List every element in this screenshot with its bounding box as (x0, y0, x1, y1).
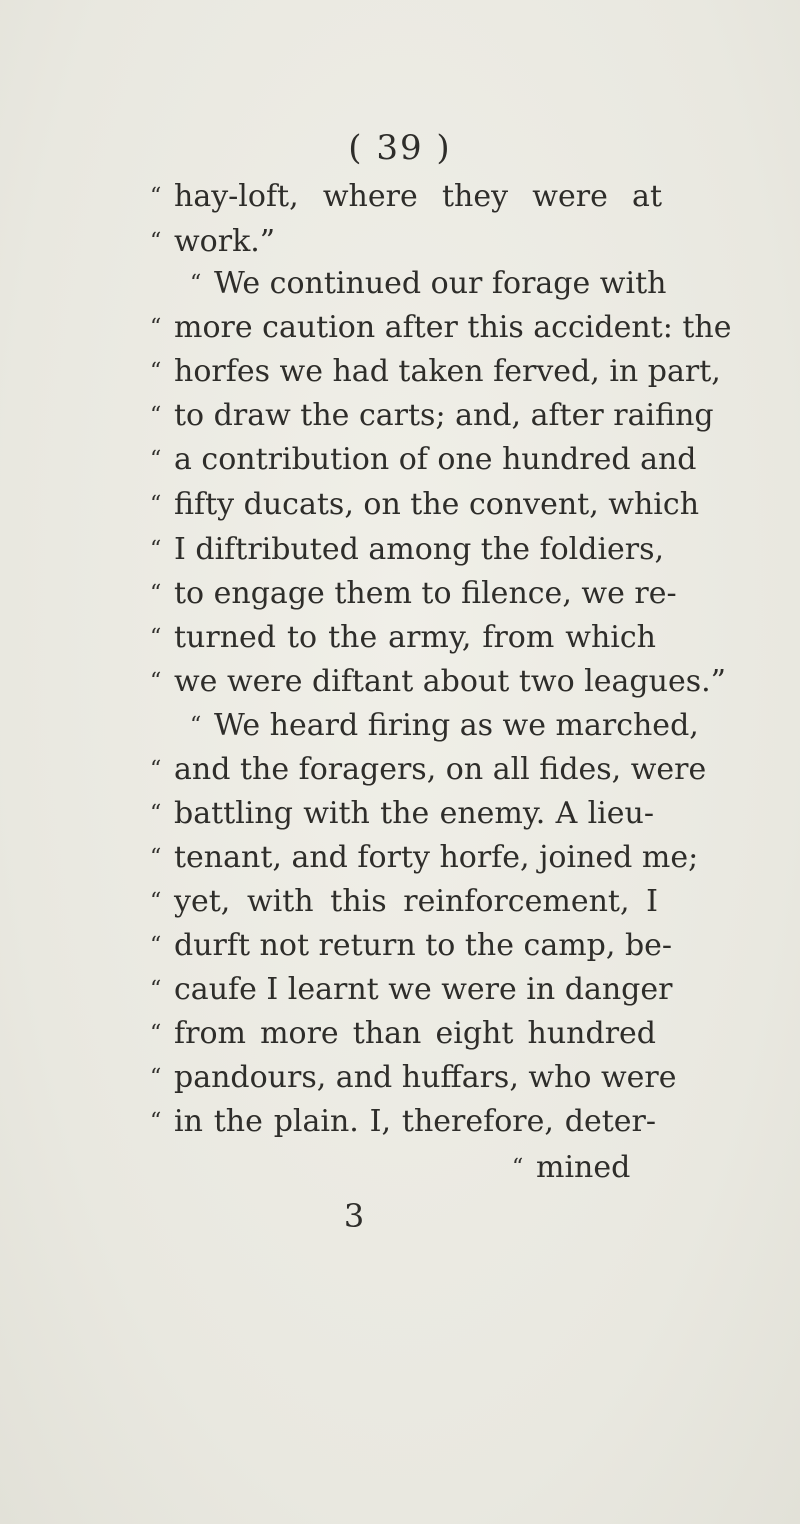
text-line (0, 352, 800, 392)
line-text: pandours, and huffars, who were (174, 1060, 677, 1095)
line-text: hay-loft, where they were at (174, 179, 662, 214)
line-quote-mark: “ (190, 271, 202, 296)
text-line (0, 396, 800, 436)
text-line (0, 485, 800, 525)
line-quote-mark: “ (150, 229, 162, 254)
catchword-quote-mark: “ (512, 1155, 524, 1180)
text-line (0, 838, 800, 878)
line-quote-mark: “ (150, 359, 162, 384)
line-text: We continued our forage with (214, 266, 667, 301)
line-text: fifty ducats, on the convent, which (174, 487, 700, 522)
line-quote-mark: “ (150, 447, 162, 472)
line-text: horfes we had taken ferved, in part, (174, 354, 721, 389)
catchword (0, 1148, 800, 1188)
line-text: work.” (174, 224, 276, 259)
line-quote-mark: “ (150, 492, 162, 517)
text-line (0, 308, 800, 348)
line-quote-mark: “ (150, 1021, 162, 1046)
line-quote-mark: “ (150, 845, 162, 870)
text-line (0, 1014, 800, 1054)
line-text: we were diftant about two leagues.” (174, 664, 726, 699)
line-quote-mark: “ (150, 403, 162, 428)
line-text: We heard firing as we marched, (214, 708, 699, 743)
text-line (0, 618, 800, 658)
line-quote-mark: “ (150, 933, 162, 958)
text-line (0, 264, 800, 304)
line-quote-mark: “ (190, 713, 202, 738)
line-quote-mark: “ (150, 537, 162, 562)
line-text: and the foragers, on all fides, were (174, 752, 707, 787)
line-text: tenant, and forty horfe, joined me; (174, 840, 699, 875)
line-text: I diftributed among the foldiers, (174, 532, 665, 567)
text-line (0, 970, 800, 1010)
text-line (0, 574, 800, 614)
line-text: more caution after this accident: the (174, 310, 732, 345)
line-quote-mark: “ (150, 1065, 162, 1090)
line-quote-mark: “ (150, 581, 162, 606)
page-number: ( 39 ) (348, 128, 452, 168)
line-text: turned to the army, from which (174, 620, 656, 655)
signature-mark: 3 (343, 1197, 365, 1235)
text-line (0, 1102, 800, 1142)
text-line (0, 1058, 800, 1098)
text-line (0, 662, 800, 702)
line-text: battling with the enemy. A lieu- (174, 796, 654, 831)
text-line (0, 177, 800, 217)
line-text: from more than eight hundred (174, 1016, 656, 1051)
line-quote-mark: “ (150, 184, 162, 209)
line-text: to engage them to filence, we re- (174, 576, 677, 611)
text-line (0, 706, 800, 746)
line-quote-mark: “ (150, 977, 162, 1002)
line-quote-mark: “ (150, 1109, 162, 1134)
line-text: yet, with this reinforcement, I (174, 884, 658, 919)
text-line (0, 440, 800, 480)
text-line (0, 926, 800, 966)
line-quote-mark: “ (150, 669, 162, 694)
line-quote-mark: “ (150, 889, 162, 914)
line-text: caufe I learnt we were in danger (174, 972, 673, 1007)
text-line (0, 750, 800, 790)
text-line (0, 530, 800, 570)
line-text: in the plain. I, therefore, deter- (174, 1104, 656, 1139)
line-quote-mark: “ (150, 757, 162, 782)
line-text: a contribution of one hundred and (174, 442, 697, 477)
line-quote-mark: “ (150, 315, 162, 340)
text-line (0, 882, 800, 922)
text-line (0, 222, 800, 262)
line-quote-mark: “ (150, 625, 162, 650)
line-text: to draw the carts; and, after raifing (174, 398, 714, 433)
line-text: durft not return to the camp, be- (174, 928, 673, 963)
catchword-text: mined (536, 1150, 631, 1185)
text-line (0, 794, 800, 834)
line-quote-mark: “ (150, 801, 162, 826)
